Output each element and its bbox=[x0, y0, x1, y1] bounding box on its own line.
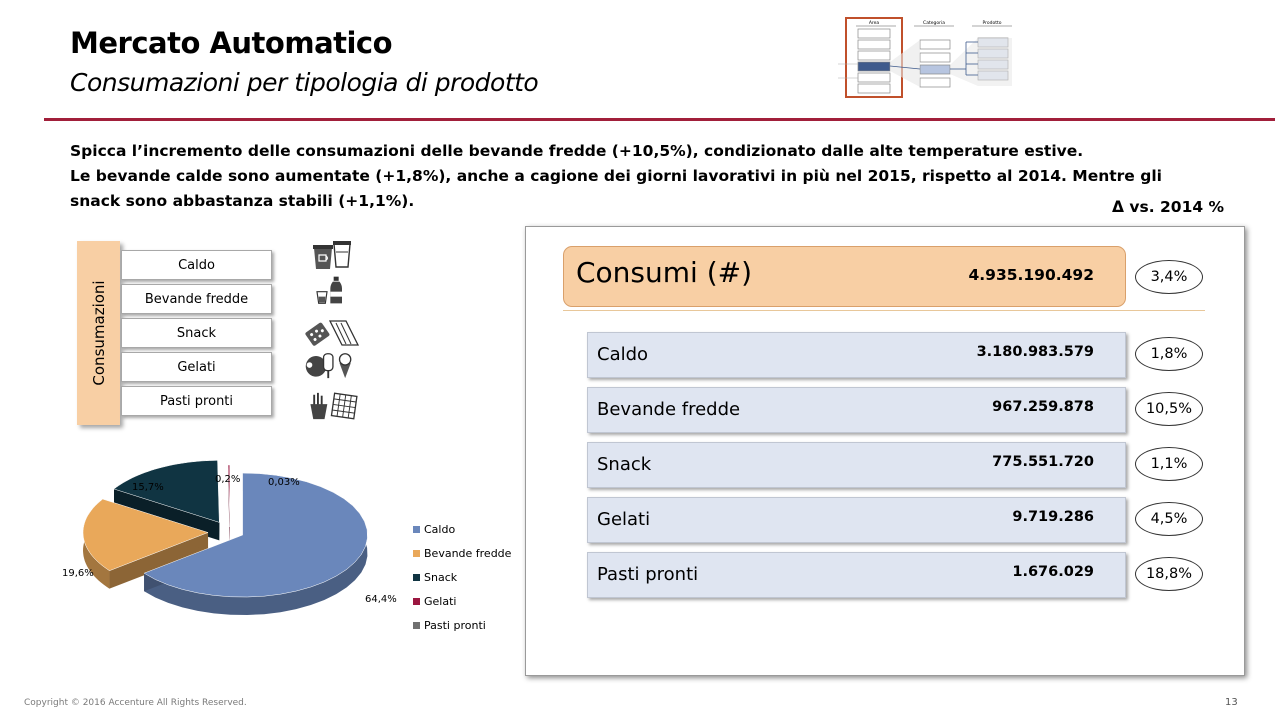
consumi-row-value: 3.180.983.579 bbox=[976, 344, 1094, 360]
legend-label: Bevande fredde bbox=[424, 546, 512, 560]
legend-item-caldo bbox=[413, 517, 511, 541]
legend-label: Caldo bbox=[424, 522, 456, 536]
consumi-total-value: 4.935.190.492 bbox=[968, 266, 1094, 284]
consumption-pie-chart bbox=[62, 460, 410, 640]
thumbnail-col2-label: Categoria bbox=[923, 21, 945, 26]
consumi-total-delta: 3,4% bbox=[1135, 260, 1203, 294]
legend-label: Snack bbox=[424, 570, 458, 584]
consumi-row-label: Snack bbox=[597, 454, 652, 475]
consumi-row-label: Pasti pronti bbox=[597, 564, 699, 585]
hierarchy-thumbnail bbox=[838, 16, 1018, 100]
consumi-row-value: 775.551.720 bbox=[992, 454, 1094, 470]
category-item-gelati: Gelati bbox=[121, 352, 272, 382]
legend-swatch bbox=[413, 550, 420, 557]
intro-line-1: Spicca l’incremento delle consumazioni delle bevande fredde (+10,5%), condizionato dalle alte temperature estive. bbox=[70, 142, 1084, 160]
intro-line-3: snack sono abbastanza stabili (+1,1%). bbox=[70, 192, 415, 210]
legend-swatch bbox=[413, 598, 420, 605]
delta-header: Δ vs. 2014 % bbox=[1112, 198, 1225, 216]
page-number: 13 bbox=[1225, 697, 1238, 708]
consumi-row-value: 967.259.878 bbox=[992, 399, 1094, 415]
legend-item-snack bbox=[413, 565, 511, 589]
category-item-bevande-fredde: Bevande fredde bbox=[121, 284, 272, 314]
legend-label: Pasti pronti bbox=[424, 618, 486, 632]
consumi-row-value: 9.719.286 bbox=[1012, 509, 1094, 525]
consumi-row-label: Caldo bbox=[597, 344, 649, 365]
consumi-row-delta: 10,5% bbox=[1135, 392, 1203, 426]
consumi-row-delta: 18,8% bbox=[1135, 557, 1203, 591]
consumi-row-label: Bevande fredde bbox=[597, 399, 741, 420]
intro-line-2: Le bevande calde sono aumentate (+1,8%), anche a cagione dei giorni lavorativi in più nel 2015, rispetto al 2014. Mentre gli bbox=[70, 167, 1162, 185]
thumbnail-col1-label: Area bbox=[868, 21, 880, 26]
cold-drink-bottle-icon bbox=[300, 275, 364, 305]
pie-data-label: 19,6% bbox=[62, 568, 94, 579]
consumi-row-delta: 1,1% bbox=[1135, 447, 1203, 481]
pie-legend bbox=[413, 517, 511, 637]
hot-drink-cups-icon bbox=[300, 240, 364, 270]
snack-packages-icon bbox=[300, 318, 364, 348]
legend-label: Gelati bbox=[424, 594, 457, 608]
category-item-pasti-pronti: Pasti pronti bbox=[121, 386, 272, 416]
legend-swatch bbox=[413, 622, 420, 629]
legend-item-pasti-pronti bbox=[413, 613, 511, 637]
consumazioni-label: Consumazioni bbox=[89, 280, 108, 386]
legend-item-gelati bbox=[413, 589, 511, 613]
consumi-separator bbox=[563, 310, 1205, 311]
page-title: Mercato Automatico bbox=[70, 26, 393, 60]
consumi-row-delta: 4,5% bbox=[1135, 502, 1203, 536]
thumbnail-col3-label: Prodotto bbox=[982, 21, 1002, 26]
pie-data-label: 64,4% bbox=[365, 594, 397, 605]
title-divider bbox=[44, 118, 1275, 121]
page-subtitle: Consumazioni per tipologia di prodotto bbox=[70, 68, 539, 97]
consumi-row-value: 1.676.029 bbox=[1012, 564, 1094, 580]
ready-meal-icon bbox=[300, 391, 364, 421]
legend-swatch bbox=[413, 526, 420, 533]
consumi-total-label: Consumi (#) bbox=[576, 256, 753, 289]
pie-data-label: 15,7% bbox=[132, 482, 164, 493]
consumi-row-label: Gelati bbox=[597, 509, 651, 530]
intro-text bbox=[70, 139, 1190, 214]
category-item-caldo: Caldo bbox=[121, 250, 272, 280]
ice-cream-icon bbox=[300, 350, 364, 380]
legend-item-bevande-fredde bbox=[413, 541, 511, 565]
category-item-snack: Snack bbox=[121, 318, 272, 348]
pie-data-label: 0,2% bbox=[215, 474, 241, 485]
legend-swatch bbox=[413, 574, 420, 581]
copyright-notice: Copyright © 2016 Accenture All Rights Reserved. bbox=[24, 698, 247, 708]
pie-data-label: 0,03% bbox=[268, 477, 300, 488]
consumi-row-delta: 1,8% bbox=[1135, 337, 1203, 371]
